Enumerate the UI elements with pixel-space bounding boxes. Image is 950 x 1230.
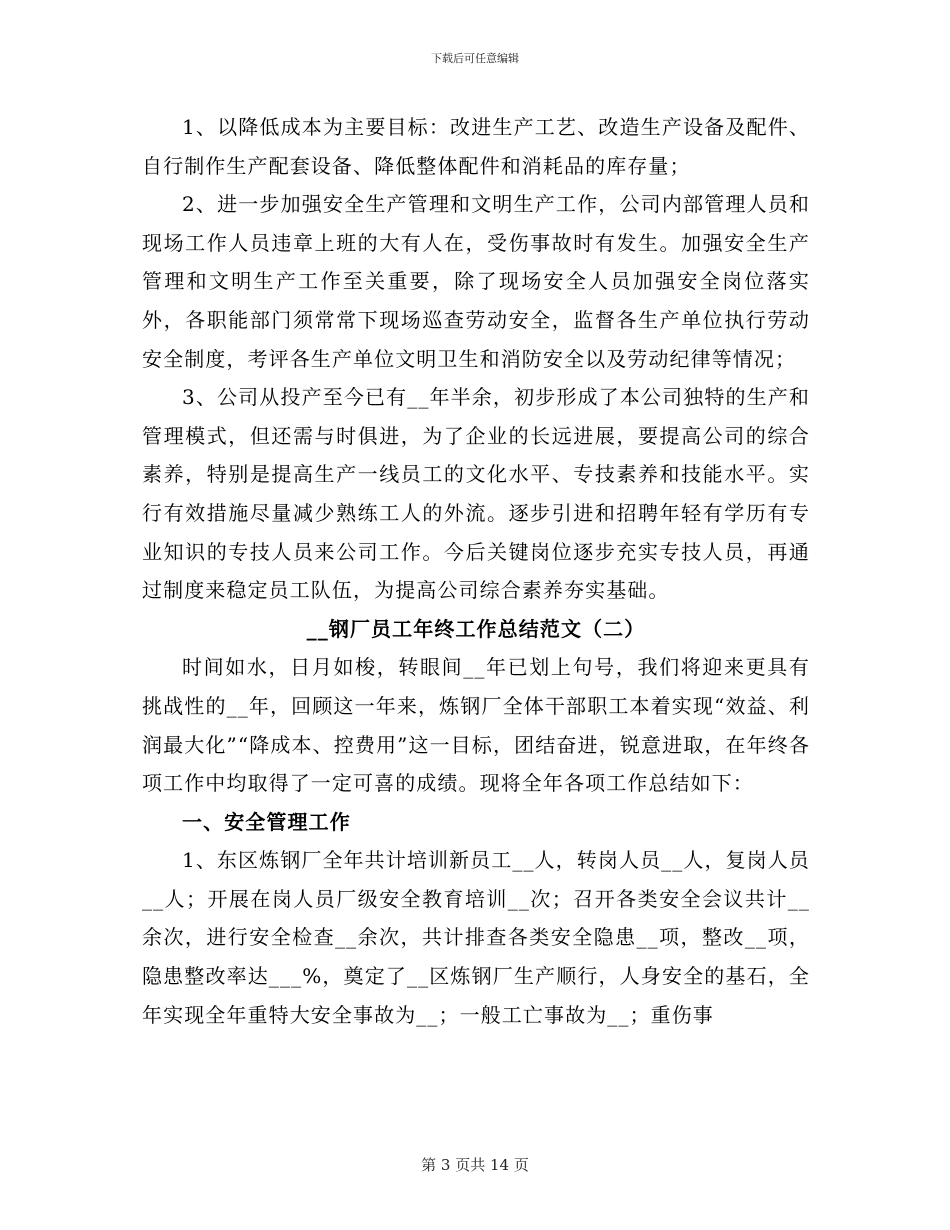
section-heading: 一、安全管理工作 — [182, 809, 351, 834]
paragraph-2: 2、进一步加强安全生产管理和文明生产工作，公司内部管理人员和现场工作人员违章上班的大有人在，受伤事故时有发生。加强安全生产管理和文明生产工作至关重要，除了现场安全人员加强安全岗位落实外，各职能部门须常常下现场巡查劳动安全，监督各生产单位执行劳动安全制度，考评各生产单位文明卫生和消防安全以及劳动纪律等情况； — [142, 192, 810, 371]
document-body — [142, 108, 810, 1034]
page-footer: 第 3 页共 14 页 — [421, 1156, 529, 1174]
paragraph-3: 3、公司从投产至今已有__年半余，初步形成了本公司独特的生产和管理模式，但还需与时俱进，为了企业的长远进展，要提高公司的综合素养，特别是提高生产一线员工的文化水平、专技素养和技能水平。实行有效措施尽量减少熟练工人的外流。逐步引进和招聘年轻有学历有专业知识的专技人员来公司工作。今后关键岗位逐步充实专技人员，再通过制度来稳定员工队伍，为提高公司综合素养夯实基础。 — [142, 385, 810, 603]
paragraph-1: 1、以降低成本为主要目标：改进生产工艺、改造生产设备及配件、自行制作生产配套设备、降低整体配件和消耗品的库存量； — [142, 115, 810, 178]
section-paragraph: 1、东区炼钢厂全年共计培训新员工__人，转岗人员__人，复岗人员__人；开展在岗人员厂级安全教育培训__次；召开各类安全会议共计__余次，进行安全检查__余次，共计排查各类安全隐患__项，整改__项，隐患整改率达___%，奠定了__区炼钢厂生产顺行，人身安全的基石，全年实现全年重特大安全事故为__；一般工亡事故为__；重伤事 — [142, 848, 810, 1027]
document-title: __钢厂员工年终工作总结范文（二） — [306, 616, 646, 641]
intro-paragraph: 时间如水，日月如梭，转眼间__年已划上句号，我们将迎来更具有挑战性的__年，回顾这一年来，炼钢厂全体干部职工本着实现“效益、利润最大化”“降成本、控费用”这一目标，团结奋进，锐意进取，在年终各项工作中均取得了一定可喜的成绩。现将全年各项工作总结如下： — [142, 655, 810, 796]
page-header: 下载后可任意编辑 — [431, 52, 519, 65]
